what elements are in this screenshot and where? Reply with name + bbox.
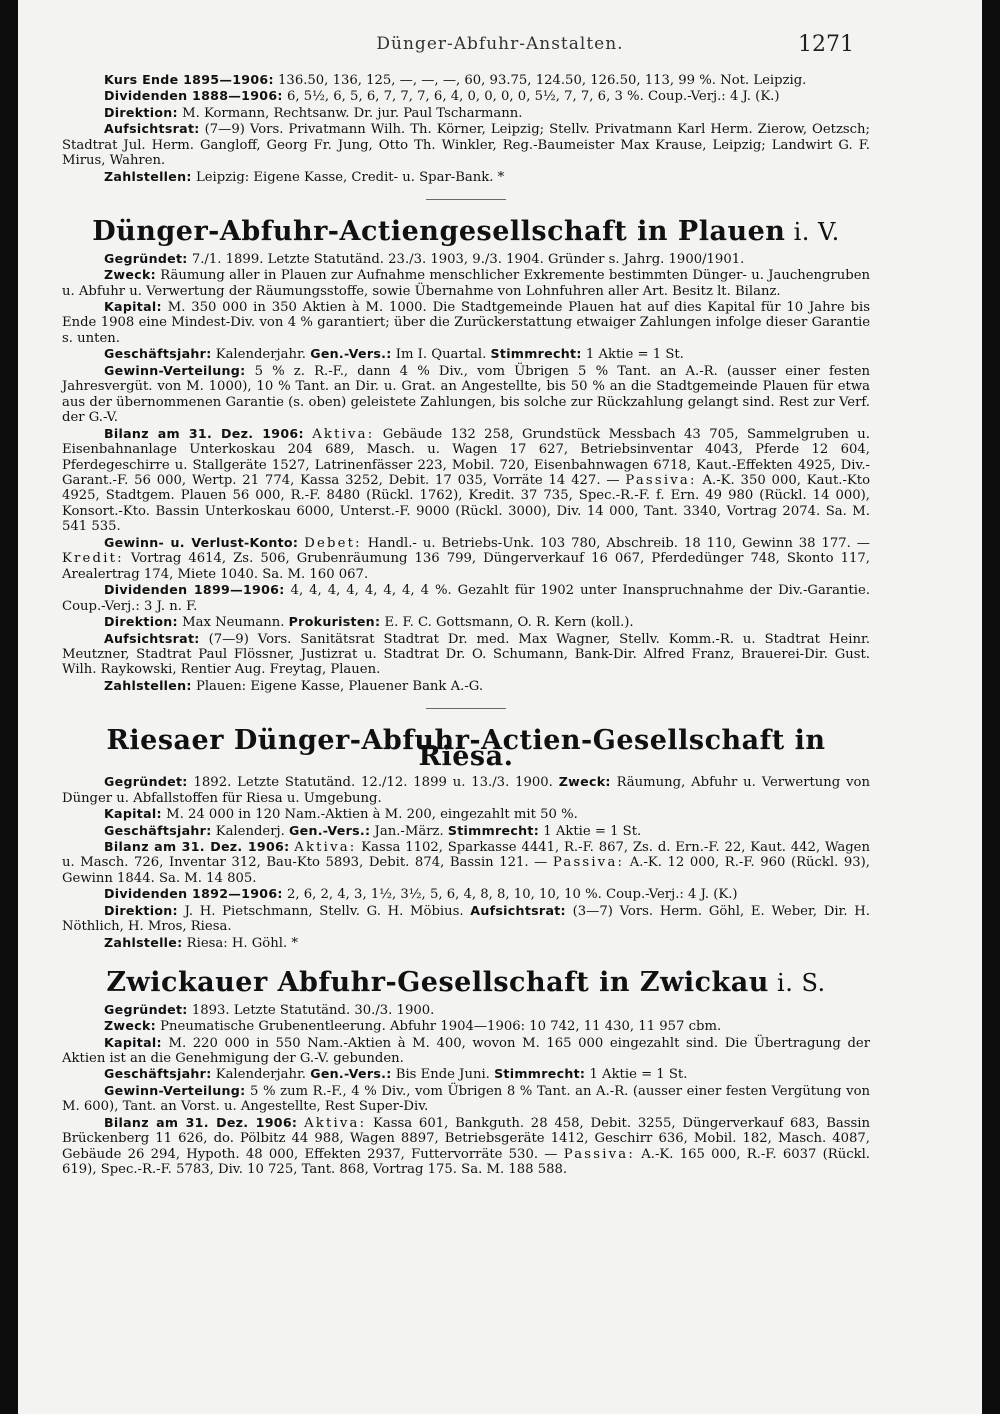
geschaeftsjahr-text: Kalenderj.	[211, 823, 289, 839]
label-aufsichtsrat: Aufsichtsrat:	[104, 121, 200, 137]
gewinn-verteilung-text: 5 % z. R.-F., dann 4 % Div., vom Übrigen 5 % Tant. an A.-R. (ausser einer festen Jahresvergüt. von M. 1000), 10 % Tant. an Dir. u. Grat. an Angestellte, bis 50 % an die Stadtgemeinde Plauen für etwa aus der übernommenen Garantie (s. oben) geleistete Zahlungen, bis solche zur Rückzahlung gelangt sind. Rest zur Verf. der G.-V.	[62, 363, 870, 426]
label-bilanz: Bilanz am 31. Dez. 1906:	[104, 839, 290, 855]
plauen-gewinn-verlust	[62, 535, 870, 582]
aktiva-label: Aktiva:	[304, 1115, 367, 1131]
label-bilanz: Bilanz am 31. Dez. 1906:	[104, 1114, 298, 1130]
passiva-label: Passiva:	[552, 855, 625, 871]
zweck-text: Pneumatische Grubenentleerung. Abfuhr 1904—1906: 10 742, 11 430, 11 957 cbm.	[155, 1019, 722, 1035]
passiva-text: A.-K. 12 000, R.-F. 960 (Rückl. 93), Gewinn 1844. Sa. M. 14 805.	[62, 855, 870, 886]
label-zahlstellen: Zahlstellen:	[104, 168, 192, 184]
entry-dividenden	[62, 88, 870, 104]
title-zwickau-suffix: i. S.	[768, 969, 826, 998]
plauen-geschaeftsjahr	[62, 346, 870, 362]
gewinn-verteilung-text: 5 % zum R.-F., 4 % Div., vom Übrigen 8 % Tant. an A.-R. (ausser einer festen Vergütung von M. 600), Tant. an Vorst. u. Angestellte, Rest Super-Div.	[62, 1083, 870, 1115]
direktion-text: M. Kormann, Rechtsanw. Dr. jur. Paul Tscharmann.	[177, 105, 523, 121]
label-kapital: Kapital:	[104, 1034, 162, 1050]
label-bilanz: Bilanz am 31. Dez. 1906:	[104, 425, 304, 441]
plauen-direktion	[62, 614, 870, 630]
label-direktion: Direktion:	[104, 902, 178, 918]
label-geschaeftsjahr: Geschäftsjahr:	[104, 346, 212, 362]
label-gewinn-verteilung: Gewinn-Verteilung:	[104, 1082, 246, 1098]
aktiva-label: Aktiva:	[312, 426, 375, 442]
debet-label: Debet:	[304, 535, 362, 551]
dividenden-text: 4, 4, 4, 4, 4, 4, 4, 4 %. Gezahlt für 1902 unter Inanspruchnahme der Div.-Garantie. Coup.-Verj.: 3 J. n. F.	[62, 583, 870, 614]
label-zahlstellen: Zahlstellen:	[104, 677, 192, 693]
aufsichtsrat-text: (7—9) Vors. Sanitätsrat Stadtrat Dr. med. Max Wagner, Stellv. Komm.-R. u. Stadtrat Heinr. Meutzner, Stadtrat Paul Flössner, Justizrat u. Stadtrat Dr. O. Schumann, Bank-Dir. Alfred Franz, Brauerei-Dir. Gust. Wilh. Raykowski, Rentier Aug. Freytag, Plauen.	[62, 631, 870, 678]
label-gen-vers: Gen.-Vers.:	[288, 822, 371, 838]
gen-vers-text: Jan.-März.	[370, 823, 448, 839]
zwickau-gewinn-verteilung	[62, 1083, 870, 1115]
zwickau-geschaeftsjahr	[62, 1066, 870, 1082]
zahlstellen-text: Leipzig: Eigene Kasse, Credit- u. Spar-Bank. *	[191, 169, 505, 185]
label-gewinn-verteilung: Gewinn-Verteilung:	[104, 362, 246, 378]
title-plauen-suffix: i. V.	[785, 218, 840, 247]
plauen-bilanz	[62, 426, 870, 535]
label-kurs: Kurs Ende 1895—1906:	[104, 72, 274, 87]
geschaeftsjahr-text: Kalenderjahr.	[211, 1067, 311, 1083]
label-direktion: Direktion:	[104, 104, 178, 120]
gegruendet-text: 1892. Letzte Statutänd. 12./12. 1899 u. 13./3. 1900.	[187, 775, 559, 791]
entry-zahlstellen	[62, 169, 870, 185]
direktion-text: J. H. Pietschmann, Stellv. G. H. Möbius.	[177, 903, 471, 919]
kapital-text: M. 24 000 in 120 Nam.-Aktien à M. 200, eingezahlt mit 50 %.	[161, 807, 578, 823]
section-title-riesa: Riesaer Dünger-Abfuhr-Actien-Gesellschaft in Riesa.	[106, 725, 826, 772]
passiva-label: Passiva:	[563, 1146, 635, 1162]
text-column	[62, 72, 870, 1178]
entry-kurs	[62, 72, 870, 88]
label-gen-vers: Gen.-Vers.:	[310, 1066, 392, 1082]
label-aufsichtsrat: Aufsichtsrat:	[470, 902, 566, 918]
kredit-label: Kredit:	[62, 551, 124, 567]
gen-vers-text: Im I. Quartal.	[391, 347, 491, 363]
title-plauen-main: Dünger-Abfuhr-Actiengesellschaft in Plauen	[92, 216, 786, 248]
label-dividenden: Dividenden 1892—1906:	[104, 886, 283, 902]
label-aufsichtsrat: Aufsichtsrat:	[104, 630, 200, 646]
plauen-gegruendet	[62, 251, 870, 267]
riesa-zahlstelle	[62, 935, 870, 951]
aktiva-text: Gebäude 132 258, Grundstück Messbach 43 705, Sammelgruben u. Eisenbahnanlage Unterkoskau 204 689, Masch. u. Wagen 17 627, Betriebsinventar 4043, Pferde 12 604, Pferdegeschirre u. Stallgeräte 1527, Latrinenfässer 223, Mobil. 720, Eisenbahnwagen 6718, Kaut.-Effekten 4925, Div.-Garant.-F. 56 000, Wertp. 21 774, Kassa 3252, Debit. 17 035, Vorräte 14 427. —	[62, 426, 870, 488]
passiva-label: Passiva:	[625, 472, 697, 488]
passiva-text: A.-K. 165 000, R.-F. 6037 (Rückl. 619), Spec.-R.-F. 5783, Div. 10 725, Tant. 868, Vortrag 175. Sa. M. 188 588.	[62, 1146, 870, 1178]
label-geschaeftsjahr: Geschäftsjahr:	[104, 822, 212, 838]
riesa-direktion	[62, 903, 870, 935]
debet-text: Handl.- u. Betriebs-Unk. 103 780, Abschreib. 18 110, Gewinn 38 177. —	[361, 535, 870, 551]
label-kapital: Kapital:	[104, 806, 162, 822]
label-geschaeftsjahr: Geschäftsjahr:	[104, 1066, 212, 1082]
kredit-text: Vortrag 4614, Zs. 506, Grubenräumung 136 799, Düngerverkauf 16 067, Pferdedünger 748, Skonto 117, Arealertrag 174, Miete 1040. Sa. M. 160 067.	[62, 551, 870, 582]
geschaeftsjahr-text: Kalenderjahr.	[211, 347, 311, 363]
label-kapital: Kapital:	[104, 298, 162, 314]
label-gegruendet: Gegründet:	[104, 1001, 188, 1017]
label-stimmrecht: Stimmrecht:	[494, 1066, 586, 1082]
entry-aufsichtsrat	[62, 121, 870, 168]
label-gegruendet: Gegründet:	[104, 250, 188, 266]
label-gewinn-verlust: Gewinn- u. Verlust-Konto:	[104, 534, 299, 550]
riesa-geschaeftsjahr	[62, 823, 870, 839]
kapital-text: M. 220 000 in 550 Nam.-Aktien à M. 400, wovon M. 165 000 eingezahlt sind. Die Übertragung der Aktien ist an die Genehmigung der G.-V. gebunden.	[62, 1035, 870, 1067]
label-zweck: Zweck:	[104, 1018, 156, 1034]
riesa-kapital	[62, 806, 870, 822]
page-number: 1271	[798, 32, 854, 57]
plauen-zahlstellen	[62, 678, 870, 694]
label-zahlstelle: Zahlstelle:	[104, 934, 183, 950]
zwickau-kapital	[62, 1035, 870, 1067]
stimmrecht-text: 1 Aktie = 1 St.	[581, 347, 684, 363]
running-header	[18, 34, 982, 60]
passiva-text: A.-K. 350 000, Kaut.-Kto 4925, Stadtgem. Plauen 56 000, R.-F. 8480 (Rückl. 1762), Kredit. 37 735, Spec.-R.-F. f. Ern. 49 980 (Rückl. 14 000), Konsort.-Kto. Bassin Unterkoskau 6000, Unterst.-F. 9000 (Rückl. 3000), Div. 14 000, Tant. 3340, Vortrag 2074. Sa. M. 541 535.	[62, 472, 871, 535]
gen-vers-text: Bis Ende Juni.	[391, 1067, 495, 1083]
running-title: Dünger-Abfuhr-Anstalten.	[376, 34, 624, 54]
entry-direktion	[62, 105, 870, 121]
riesa-gegruendet	[62, 774, 870, 806]
label-gen-vers: Gen.-Vers.:	[310, 346, 392, 362]
riesa-dividenden	[62, 886, 870, 902]
section-divider	[426, 708, 506, 709]
label-zweck: Zweck:	[558, 774, 611, 790]
label-direktion: Direktion:	[104, 614, 178, 630]
zwickau-gegruendet	[62, 1002, 870, 1018]
zahlstellen-text: Plauen: Eigene Kasse, Plauener Bank A.-G.	[191, 678, 484, 694]
zweck-text: Räumung, Abfuhr u. Verwertung von Dünger u. Abfallstoffen für Riesa u. Umgebung.	[62, 775, 870, 806]
page	[18, 0, 982, 1414]
label-stimmrecht: Stimmrecht:	[490, 346, 582, 362]
label-prokuristen: Prokuristen:	[288, 614, 381, 630]
stimmrecht-text: 1 Aktie = 1 St.	[539, 823, 642, 839]
zahlstelle-text: Riesa: H. Göhl. *	[182, 935, 298, 951]
dividenden-text: 6, 5½, 6, 5, 6, 7, 7, 7, 6, 4, 0, 0, 0, 0, 5½, 7, 7, 6, 3 %. Coup.-Verj.: 4 J. (K.)	[282, 89, 780, 105]
plauen-aufsichtsrat	[62, 631, 870, 678]
aufsichtsrat-text: (3—7) Vors. Herm. Göhl, E. Weber, Dir. H. Nöthlich, H. Mros, Riesa.	[62, 903, 870, 935]
plauen-kapital	[62, 299, 870, 346]
dividenden-text: 2, 6, 2, 4, 3, 1½, 3½, 5, 6, 4, 8, 8, 10, 10, 10 %. Coup.-Verj.: 4 J. (K.)	[282, 887, 738, 903]
label-zweck: Zweck:	[104, 267, 156, 283]
zwickau-bilanz	[62, 1115, 870, 1178]
prokuristen-text: E. F. C. Gottsmann, O. R. Kern (koll.).	[380, 615, 634, 631]
riesa-bilanz	[62, 839, 870, 886]
aktiva-text: Kassa 1102, Sparkasse 4441, R.-F. 867, Zs. d. Ern.-F. 22, Kaut. 442, Wagen u. Masch. 726, Inventar 312, Bau-Kto 5893, Debit. 874, Bassin 121. —	[62, 840, 870, 871]
label-gegruendet: Gegründet:	[104, 774, 188, 790]
gegruendet-text: 7./1. 1899. Letzte Statutänd. 23./3. 1903, 9./3. 1904. Gründer s. Jahrg. 1900/1901.	[187, 251, 745, 267]
title-zwickau-main: Zwickauer Abfuhr-Gesellschaft in Zwickau	[106, 967, 769, 999]
section-divider	[426, 199, 506, 200]
plauen-gewinn-verteilung	[62, 363, 870, 426]
aktiva-label: Aktiva:	[294, 840, 357, 856]
label-stimmrecht: Stimmrecht:	[447, 822, 540, 838]
plauen-zweck	[62, 267, 870, 299]
section-title-zwickau	[62, 967, 870, 999]
direktion-text: Max Neumann.	[177, 615, 289, 631]
zweck-text: Räumung aller in Plauen zur Aufnahme menschlicher Exkremente bestimmten Dünger- u. Jauchengruben u. Abfuhr u. Verwertung der Räumungsstoffe, sowie Übernahme von Lohnfuhren aller Art. Besitz lt. Bilanz.	[62, 268, 870, 299]
label-dividenden: Dividenden 1888—1906:	[104, 88, 283, 104]
gegruendet-text: 1893. Letzte Statutänd. 30./3. 1900.	[187, 1002, 435, 1018]
stimmrecht-text: 1 Aktie = 1 St.	[585, 1067, 688, 1083]
plauen-dividenden	[62, 582, 870, 614]
kapital-text: M. 350 000 in 350 Aktien à M. 1000. Die Stadtgemeinde Plauen hat auf dies Kapital für 10 Jahre bis Ende 1908 eine Mindest-Div. von 4 % garantiert; über die Zurückerstattung etwaiger Zahlungen infolge dieser Garantie s. unten.	[62, 299, 870, 346]
aufsichtsrat-text: (7—9) Vors. Privatmann Wilh. Th. Körner, Leipzig; Stellv. Privatmann Karl Herm. Zierow, Oetzsch; Stadtrat Jul. Herm. Gangloff, Georg Fr. Jung, Otto Th. Winkler, Reg.-Baumeister Max Krause, Leipzig; Landwirt G. F. Mirus, Wahren.	[62, 122, 870, 169]
kurs-text: 136.50, 136, 125, —, —, —, 60, 93.75, 124.50, 126.50, 113, 99 %. Not. Leipzig.	[273, 73, 807, 88]
zwickau-zweck	[62, 1018, 870, 1034]
label-dividenden: Dividenden 1899—1906:	[104, 582, 285, 598]
section-title-plauen	[62, 216, 870, 248]
aktiva-text: Kassa 601, Bankguth. 28 458, Debit. 3255, Düngerverkauf 683, Bassin Brückenberg 11 626, do. Pölbitz 44 988, Wagen 8897, Betriebsgeräte 1412, Geschirr 636, Mobil. 182, Masch. 4087, Gebäude 26 294, Hypoth. 48 000, Effekten 2937, Futtervorräte 530. —	[62, 1115, 870, 1162]
